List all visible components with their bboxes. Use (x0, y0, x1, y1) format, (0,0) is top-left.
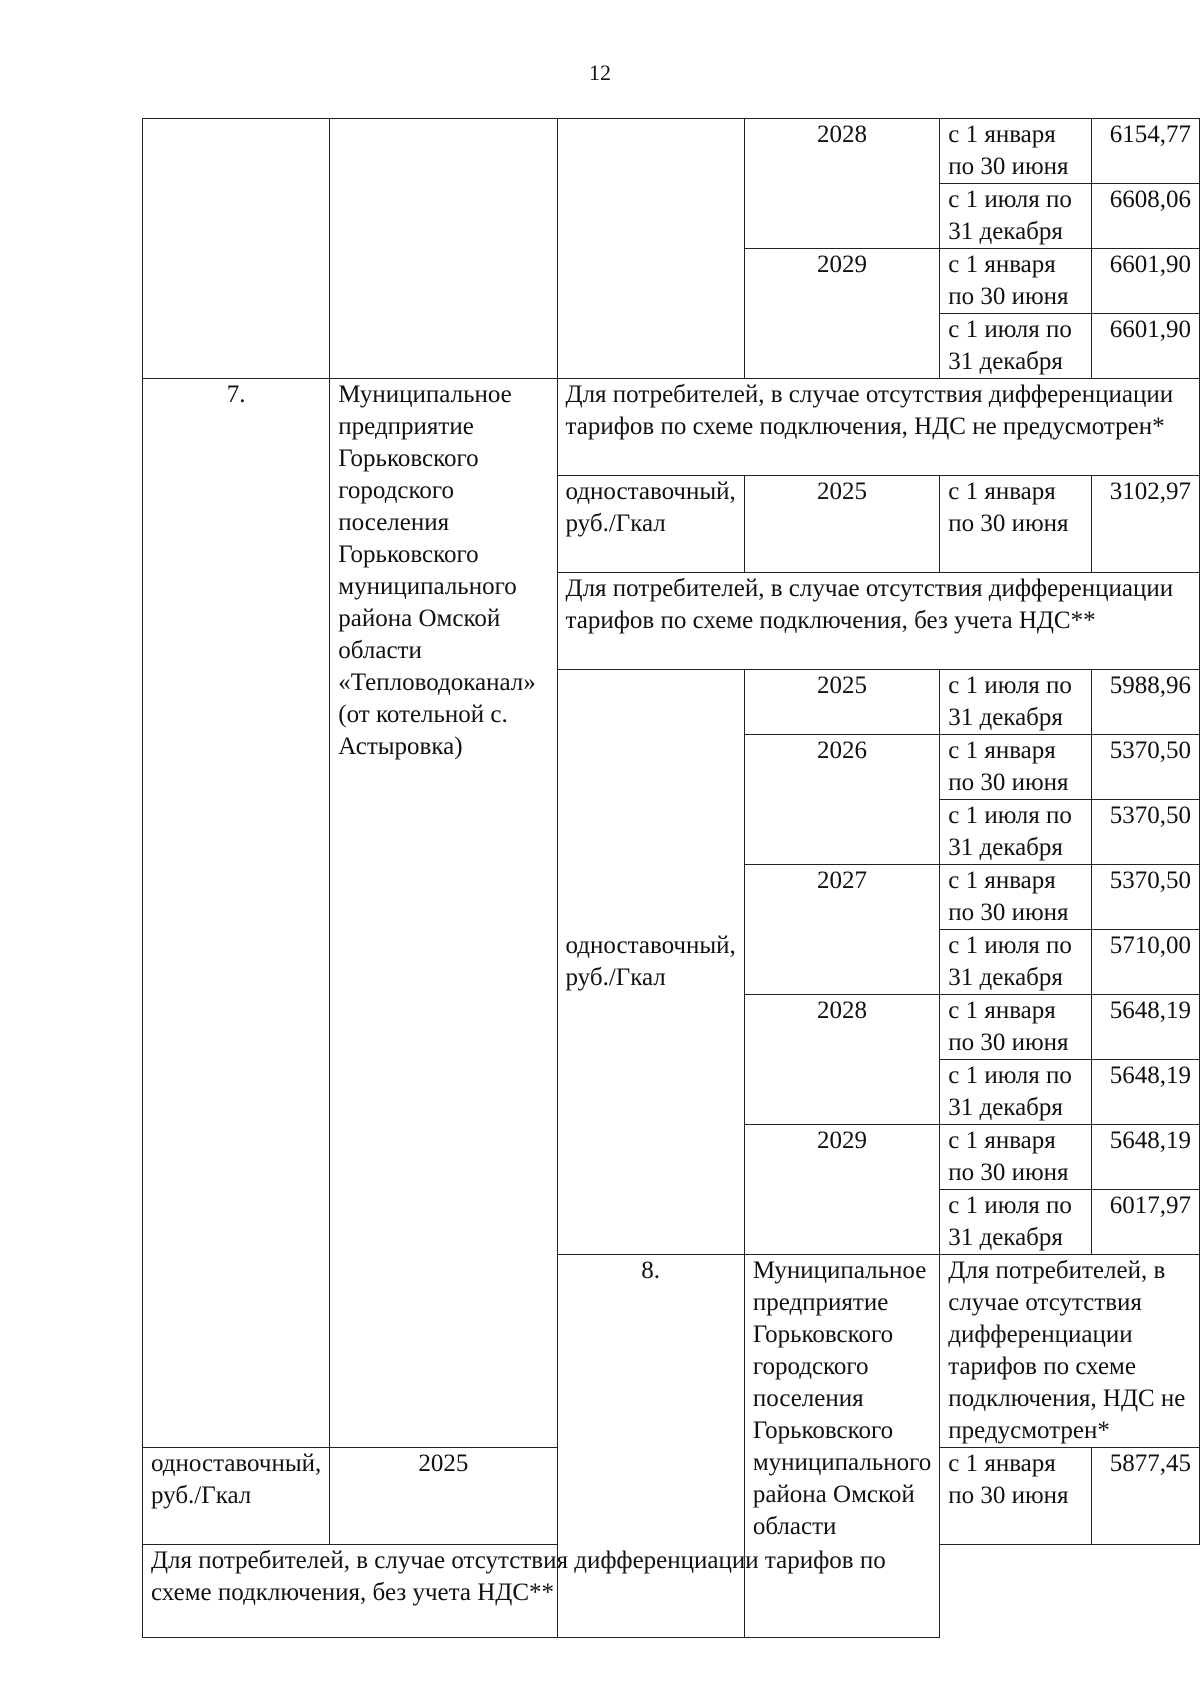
tariff-value: 5370,50 (1092, 865, 1200, 930)
year-cell: 2029 (744, 1125, 939, 1255)
period-cell: с 1 июля по 31 декабря (940, 1060, 1092, 1125)
tariff-value: 5648,19 (1092, 1060, 1200, 1125)
tariff-value: 6601,90 (1092, 314, 1200, 379)
tariff-value: 5988,96 (1092, 670, 1200, 735)
period-cell: с 1 июля по 31 декабря (940, 1190, 1092, 1255)
tariff-value: 6017,97 (1092, 1190, 1200, 1255)
year-cell: 2025 (744, 476, 939, 573)
page-number: 12 (589, 60, 611, 85)
tariff-value: 6601,90 (1092, 249, 1200, 314)
tariff-value: 5648,19 (1092, 1125, 1200, 1190)
tariff-value: 5370,50 (1092, 735, 1200, 800)
year-cell: 2028 (744, 119, 939, 249)
period-cell: с 1 июля по 31 декабря (940, 930, 1092, 995)
period-cell: с 1 июля по 31 декабря (940, 800, 1092, 865)
period-cell: с 1 января по 30 июня (940, 249, 1092, 314)
tariff-type-cell (557, 119, 744, 379)
year-cell: 2025 (744, 670, 939, 735)
consumer-note: Для потребителей, в случае отсутствия дифференциации тарифов по схеме подключения, без учета НДС** (557, 573, 1199, 670)
period-cell: с 1 января по 30 июня (940, 995, 1092, 1060)
tariff-value: 5877,45 (1092, 1448, 1200, 1545)
tariff-value: 5710,00 (1092, 930, 1200, 995)
table-row (143, 379, 1200, 476)
year-cell: 2026 (744, 735, 939, 865)
consumer-note: Для потребителей, в случае отсутствия дифференциации тарифов по схеме подключения, без учета НДС** (143, 1545, 940, 1638)
organization-name: Муниципальное предприятие Горьковского городского поселения Горьковского муниципального района Омской области «Тепловодоканал» (от котельной с. Астыровка) (330, 379, 557, 1448)
tariff-table (142, 118, 1200, 1638)
year-cell: 2029 (744, 249, 939, 379)
period-cell: с 1 января по 30 июня (940, 1125, 1092, 1190)
consumer-note: Для потребителей, в случае отсутствия дифференциации тарифов по схеме подключения, НДС не предусмотрен* (557, 379, 1199, 476)
entry-number: 7. (143, 379, 330, 1448)
period-cell: с 1 января по 30 июня (940, 865, 1092, 930)
organization-name: Муниципальное предприятие Горьковского городского поселения Горьковского муниципального района Омской области (744, 1255, 939, 1638)
tariff-value: 6154,77 (1092, 119, 1200, 184)
period-cell: с 1 января по 30 июня (940, 735, 1092, 800)
table-row (143, 119, 1200, 184)
period-cell: с 1 июля по 31 декабря (940, 184, 1092, 249)
year-cell: 2027 (744, 865, 939, 995)
tariff-value: 3102,97 (1092, 476, 1200, 573)
tariff-type: одноставочный, руб./Гкал (557, 476, 744, 573)
period-cell: с 1 июля по 31 декабря (940, 314, 1092, 379)
period-cell: с 1 января по 30 июня (940, 1448, 1092, 1545)
period-cell: с 1 января по 30 июня (940, 476, 1092, 573)
tariff-value: 5370,50 (1092, 800, 1200, 865)
tariff-value: 5648,19 (1092, 995, 1200, 1060)
table-row (143, 1545, 1200, 1638)
number-cell (143, 119, 330, 379)
tariff-type: одноставочный, руб./Гкал (557, 670, 744, 1255)
tariff-type: одноставочный, руб./Гкал (143, 1448, 330, 1545)
organization-cell (330, 119, 557, 379)
period-cell: с 1 июля по 31 декабря (940, 670, 1092, 735)
consumer-note: Для потребителей, в случае отсутствия дифференциации тарифов по схеме подключения, НДС не предусмотрен* (940, 1255, 1200, 1448)
tariff-value: 6608,06 (1092, 184, 1200, 249)
year-cell: 2025 (330, 1448, 557, 1545)
entry-number: 8. (557, 1255, 744, 1638)
period-cell: с 1 января по 30 июня (940, 119, 1092, 184)
year-cell: 2028 (744, 995, 939, 1125)
